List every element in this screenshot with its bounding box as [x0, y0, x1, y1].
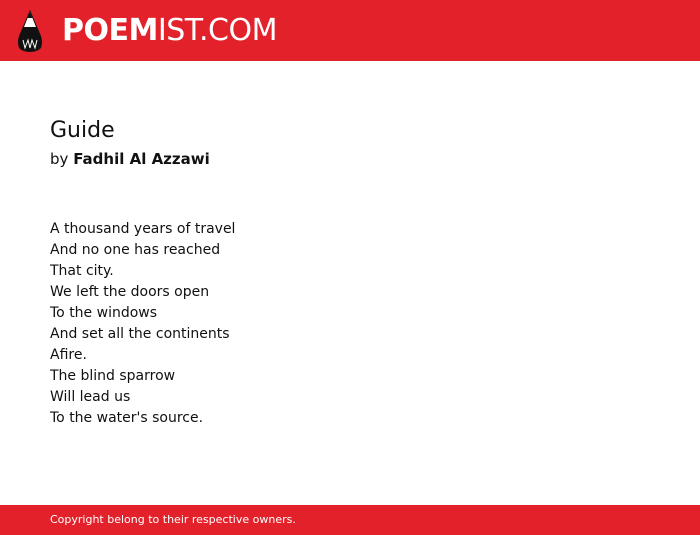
site-footer [0, 505, 700, 535]
logo-light-text: IST.COM [157, 13, 277, 48]
poem-line: Afire. [50, 347, 87, 363]
poem-title: Guide [50, 118, 115, 143]
poem-line: Will lead us [50, 389, 131, 405]
poem-line: And no one has reached [50, 242, 221, 258]
copyright-text: Copyright belong to their respective owners. [50, 513, 296, 526]
logo-bold-text: POEM [62, 13, 158, 48]
pencil-icon[interactable] [17, 10, 43, 52]
poem-line: That city. [50, 263, 114, 279]
poem-line: We left the doors open [50, 284, 210, 300]
poem-line: The blind sparrow [50, 368, 176, 384]
poem-line: To the water's source. [50, 410, 204, 426]
site-header [0, 0, 700, 61]
site-logo[interactable] [62, 11, 277, 51]
poem-line: And set all the continents [50, 326, 230, 342]
byline [50, 149, 210, 169]
author-name: Fadhil Al Azzawi [73, 150, 210, 168]
poem-line: To the windows [50, 305, 158, 321]
by-label: by [50, 150, 69, 168]
poem-line: A thousand years of travel [50, 221, 236, 237]
poem-body [50, 219, 235, 429]
